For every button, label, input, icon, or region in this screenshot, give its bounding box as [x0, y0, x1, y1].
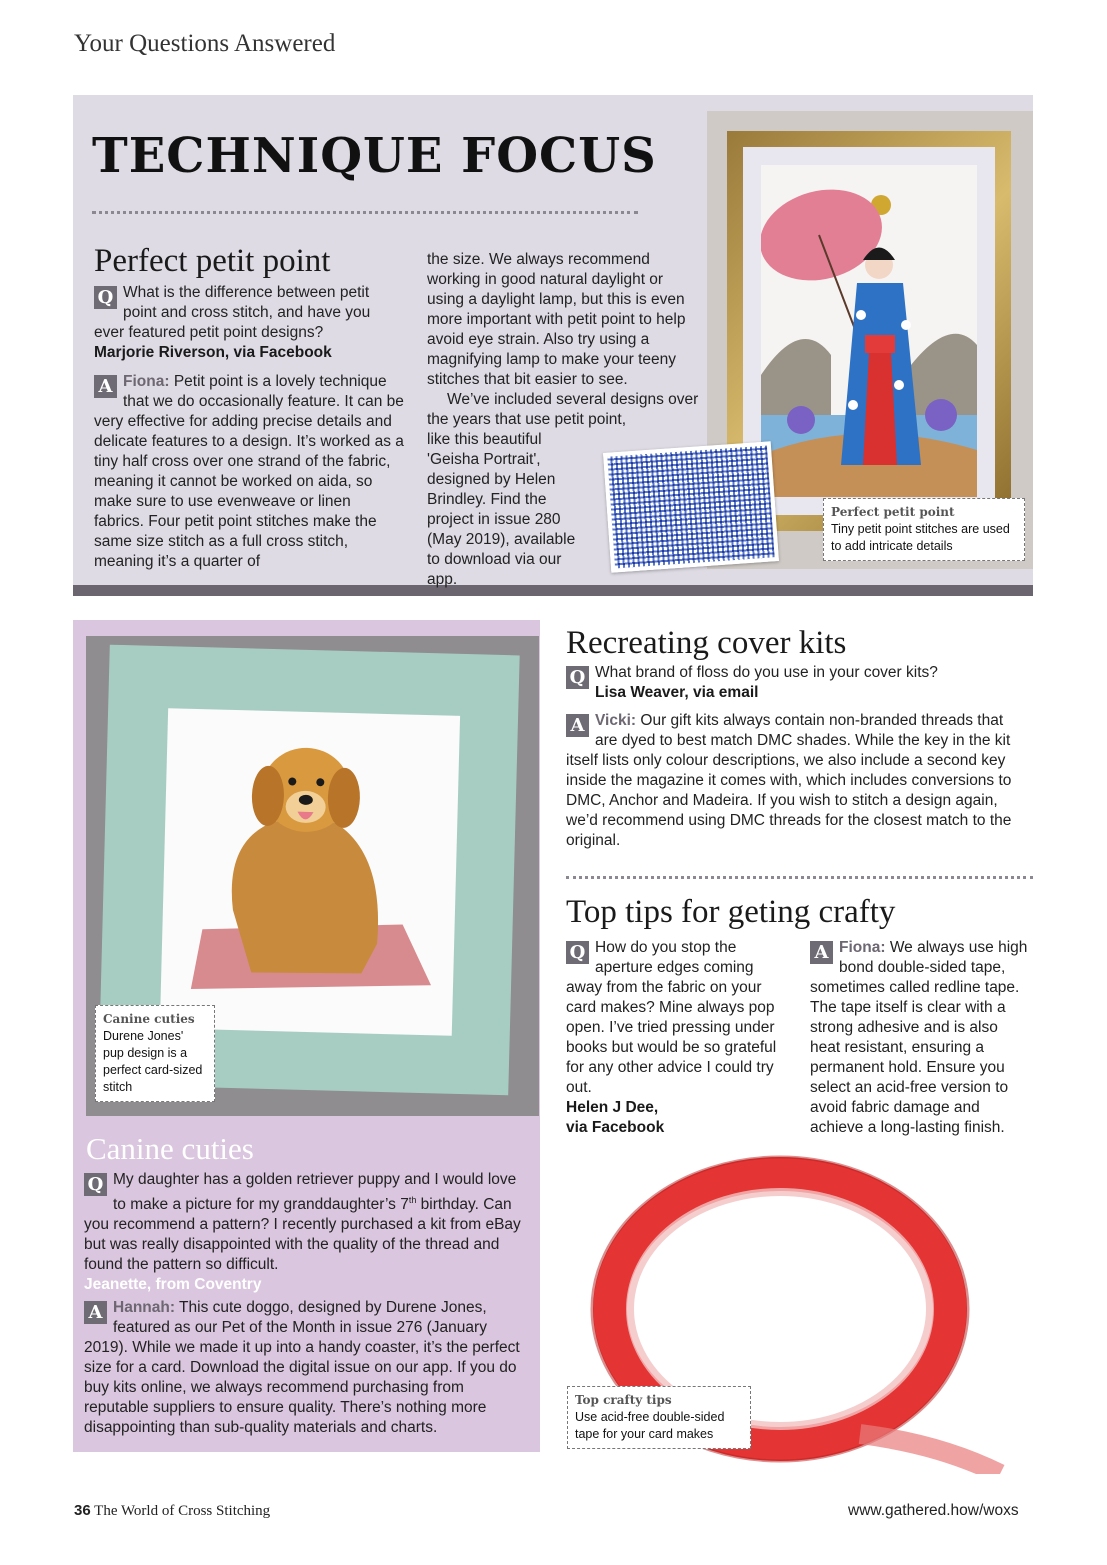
canine-caption [95, 1005, 215, 1102]
dog-cross-stitch [160, 708, 460, 1036]
question-text: What is the difference between petit point and cross stitch, and have you ever featured petit point designs? [94, 284, 371, 341]
petit-point-fabric-closeup [603, 441, 779, 572]
answer-badge: A [810, 941, 833, 964]
answer-text: This cute doggo, designed by Durene Jones, featured as our Pet of the Month in issue 276 (January 2019). While we made it up into a handy coaster, it’s the perfect size for a card. Download the digital issue on our app. If you do buy kits online, we always recommend purchasing from reputable suppliers to ensure quality. There’s nothing more disappointing than sub-quality materials and charts. [84, 1299, 520, 1436]
petit-point-answer [94, 372, 404, 572]
answerer-name: Fiona: [123, 373, 170, 390]
asker-source: via Facebook [566, 1119, 665, 1136]
answer-badge: A [84, 1301, 107, 1324]
answer-paragraph-2: We’ve included several designs over the years that use petit point, [427, 391, 699, 428]
question-text: My daughter has a golden retriever puppy and I would love to make a picture for my granddaughter’s 7 [113, 1171, 517, 1214]
geisha-artwork [761, 165, 977, 497]
cover-kits-answer [566, 711, 1028, 851]
caption-title: Top crafty tips [575, 1393, 672, 1407]
top-tips-answer [810, 938, 1032, 1138]
answer-text-col2: the size. We always recommend working in good natural daylight or using a daylight lamp, but this is even more important with petit point to help avoid eye strain. Also try using a magnifying lamp to make your teeny stitches that bit easier to see. [427, 251, 686, 388]
question-text-end: birthday. Can you recommend a pattern? I recently purchased a kit from eBay but was really disappointed with the quality of the thread and found the pattern so difficult. [84, 1196, 521, 1274]
answer-paragraph-2-end: like this beautiful 'Geisha Portrait', designed by Helen Brindley. Find the project in issue 280 (May 2019), available to download via our app. [427, 431, 576, 588]
question-badge: Q [566, 941, 589, 964]
caption-text: Use acid-free double-sided tape for your card makes [575, 1410, 725, 1441]
footer-folio [74, 1502, 270, 1520]
question-text: How do you stop the aperture edges coming away from the fabric on your card makes? Mine always pop open. I’ve tried pressing under books but would be so grateful for any other advice I could try out. [566, 939, 777, 1096]
dotted-divider [566, 876, 1033, 879]
asker-name: Marjorie Riverson, via Facebook [94, 344, 332, 361]
frame-mat [743, 147, 995, 515]
running-head: Your Questions Answered [74, 30, 336, 57]
asker-name: Lisa Weaver, via email [595, 684, 759, 701]
tape-caption [567, 1386, 751, 1449]
canine-answer [84, 1298, 528, 1438]
question-badge: Q [84, 1173, 107, 1196]
petit-point-caption [823, 498, 1025, 561]
top-tips-heading: Top tips for geting crafty [566, 894, 896, 930]
caption-text: Durene Jones' pup design is a perfect card-sized stitch [103, 1029, 203, 1094]
canine-question [84, 1170, 528, 1295]
caption-title: Perfect petit point [831, 505, 955, 519]
asker-name: Jeanette, from Coventry [84, 1276, 262, 1294]
page-number: 36 [74, 1502, 91, 1519]
answer-text: We always use high bond double-sided tape, sometimes called redline tape. The tape itself is clear with a strong adhesive and is also heat resistant, ensuring a permanent hold. Ensure you select an acid-free version to avoid fabric damage and achieve a long-lasting finish. [810, 939, 1028, 1136]
answer-text: Our gift kits always contain non-branded threads that are dyed to best match DMC shades. While the key in the kit itself lists only colour descriptions, we also include a second key inside the magazine it comes with, which includes conversions to DMC, Anchor and Madeira. If you wish to stitch a design again, we’d recommend using DMC threads for the closest match to the original. [566, 712, 1012, 849]
footer-url[interactable]: www.gathered.how/woxs [848, 1502, 1019, 1519]
answerer-name: Hannah: [113, 1299, 175, 1316]
caption-text: Tiny petit point stitches are used to add intricate details [831, 522, 1010, 553]
answer-badge: A [94, 375, 117, 398]
top-tips-question [566, 938, 788, 1138]
canine-heading: Canine cuties [86, 1131, 254, 1166]
question-badge: Q [566, 666, 589, 689]
asker-name: Helen J Dee, [566, 1099, 659, 1116]
cover-kits-heading: Recreating cover kits [566, 625, 847, 661]
question-text: What brand of floss do you use in your cover kits? [595, 664, 938, 681]
answer-badge: A [566, 714, 589, 737]
magazine-title: The World of Cross Stitching [94, 1503, 271, 1519]
answerer-name: Fiona: [839, 939, 886, 956]
cover-kits-question [566, 663, 1028, 703]
answer-text-col1: Petit point is a lovely technique that we do occasionally feature. It can be very effective for adding precise details and delicate features to a design. It’s worked as a tiny half cross over one strand of the fabric, meaning it cannot be worked on aida, so make sure to use evenweave or linen fabrics. Four petit point stitches make the same size stitch as a full cross stitch, meaning it’s a quarter of [94, 373, 404, 570]
ordinal-suffix: th [408, 1195, 417, 1205]
petit-point-heading: Perfect petit point [94, 243, 331, 279]
answerer-name: Vicki: [595, 712, 637, 729]
section-title: TECHNIQUE FOCUS [92, 128, 657, 184]
question-badge: Q [94, 286, 117, 309]
petit-point-question [94, 283, 404, 363]
dotted-divider [92, 211, 638, 214]
caption-title: Canine cuties [103, 1012, 195, 1026]
